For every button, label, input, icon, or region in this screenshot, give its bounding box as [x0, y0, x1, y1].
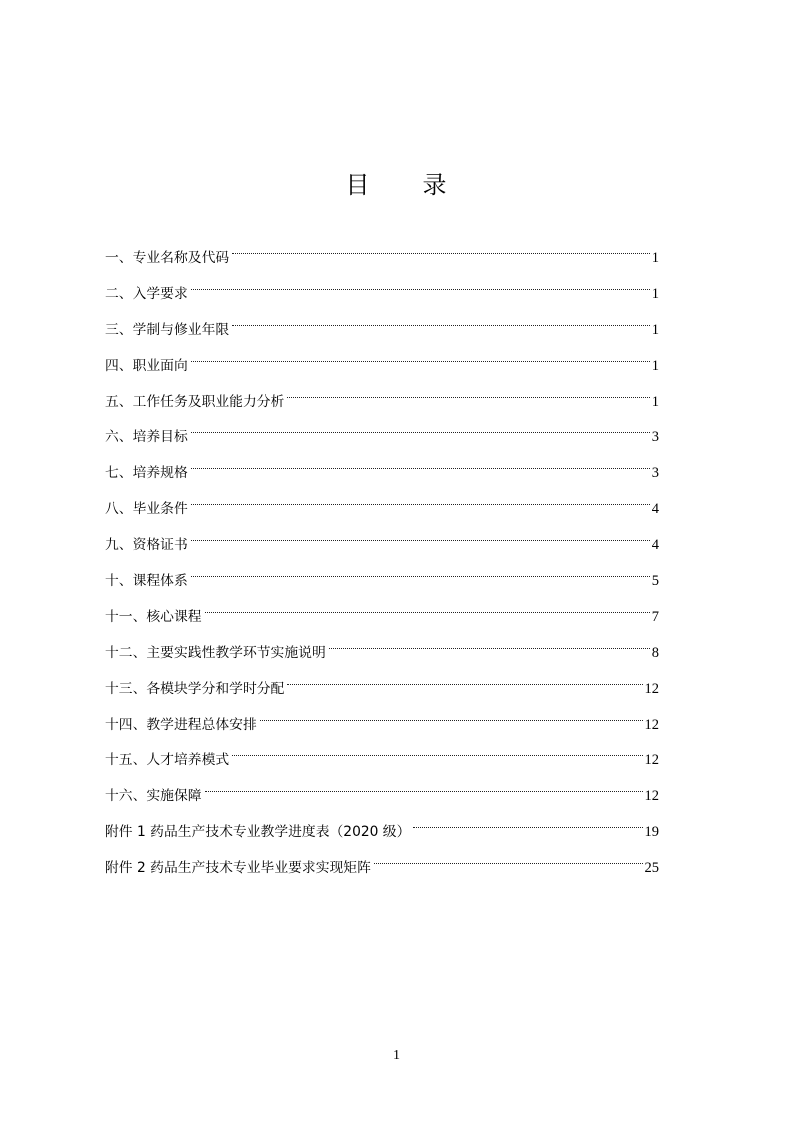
toc-entry-label: 十四、教学进程总体安排 [105, 716, 257, 733]
toc-leader-dots [232, 308, 650, 334]
toc-entry-page: 7 [651, 608, 659, 625]
toc-entry-label: 三、学制与修业年限 [105, 321, 230, 338]
toc-entry-page: 19 [644, 824, 659, 841]
toc-entry-page: 8 [651, 644, 659, 661]
toc-entry-label: 附件 2 药品生产技术专业毕业要求实现矩阵 [105, 860, 371, 877]
toc-leader-dots [329, 631, 650, 657]
toc-entry-page: 25 [644, 860, 659, 877]
toc-leader-dots [413, 810, 642, 836]
toc-entry[interactable] [105, 667, 659, 703]
toc-leader-dots [260, 703, 643, 729]
toc-entry[interactable] [105, 703, 659, 739]
toc-entry-page: 3 [651, 429, 659, 446]
toc-entry-label: 十一、核心课程 [105, 608, 202, 625]
toc-entry-label: 一、专业名称及代码 [105, 250, 230, 266]
toc-entry-page: 1 [651, 321, 659, 338]
page-number: 1 [393, 1048, 400, 1063]
toc-title-char-2: 录 [422, 171, 448, 199]
toc-entry[interactable] [105, 631, 659, 667]
toc-title [0, 165, 793, 200]
toc-entry-label: 十二、主要实践性教学环节实施说明 [105, 644, 326, 661]
toc-entry[interactable] [105, 344, 659, 380]
toc-entry-label: 附件 1 药品生产技术专业教学进度表（2020 级） [105, 824, 411, 841]
toc-leader-dots [374, 846, 643, 872]
toc-entry-page: 1 [651, 250, 659, 266]
toc-leader-dots [191, 523, 650, 549]
toc-entry[interactable] [105, 487, 659, 523]
toc-entry[interactable] [105, 846, 659, 882]
toc-entry-label: 六、培养目标 [105, 429, 188, 446]
toc-entry-label: 十三、各模块学分和学时分配 [105, 680, 285, 697]
toc-entry-label: 八、毕业条件 [105, 501, 188, 518]
toc-entry[interactable] [105, 451, 659, 487]
toc-leader-dots [232, 236, 650, 262]
toc-entry[interactable] [105, 415, 659, 451]
toc-entry[interactable] [105, 236, 659, 272]
toc-entry-page: 3 [651, 465, 659, 482]
toc-entry-label: 四、职业面向 [105, 357, 188, 374]
toc-entry-page: 12 [644, 680, 659, 697]
toc-leader-dots [191, 272, 650, 298]
toc-entry-page: 12 [644, 716, 659, 733]
toc-entry-label: 十六、实施保障 [105, 788, 202, 805]
toc-entry[interactable] [105, 308, 659, 344]
toc-entry[interactable] [105, 595, 659, 631]
toc-entry-page: 4 [651, 537, 659, 554]
toc-leader-dots [191, 559, 650, 585]
toc-entry[interactable] [105, 523, 659, 559]
toc-leader-dots [232, 738, 642, 764]
toc-list [105, 236, 659, 882]
toc-leader-dots [191, 344, 650, 370]
toc-leader-dots [191, 487, 650, 513]
toc-entry-label: 九、资格证书 [105, 537, 188, 554]
toc-entry[interactable] [105, 559, 659, 595]
toc-entry-page: 1 [651, 357, 659, 374]
toc-entry[interactable] [105, 738, 659, 774]
toc-entry-label: 十、课程体系 [105, 573, 188, 590]
toc-entry-page: 1 [651, 393, 659, 410]
toc-entry-page: 12 [644, 752, 659, 769]
toc-leader-dots [287, 380, 649, 406]
toc-entry-page: 1 [651, 285, 659, 302]
toc-leader-dots [205, 774, 643, 800]
toc-entry-page: 4 [651, 501, 659, 518]
toc-leader-dots [191, 451, 650, 477]
toc-leader-dots [287, 667, 642, 693]
toc-entry[interactable] [105, 774, 659, 810]
toc-entry-page: 12 [644, 788, 659, 805]
toc-title-char-1: 目 [345, 171, 371, 199]
toc-entry-label: 五、工作任务及职业能力分析 [105, 393, 285, 410]
toc-entry[interactable] [105, 380, 659, 416]
toc-entry[interactable] [105, 810, 659, 846]
toc-entry-page: 5 [651, 573, 659, 590]
toc-entry[interactable] [105, 272, 659, 308]
toc-entry-label: 二、入学要求 [105, 285, 188, 302]
toc-leader-dots [205, 595, 650, 621]
toc-entry-label: 七、培养规格 [105, 465, 188, 482]
toc-leader-dots [191, 415, 650, 441]
toc-entry-label: 十五、人才培养模式 [105, 752, 230, 769]
